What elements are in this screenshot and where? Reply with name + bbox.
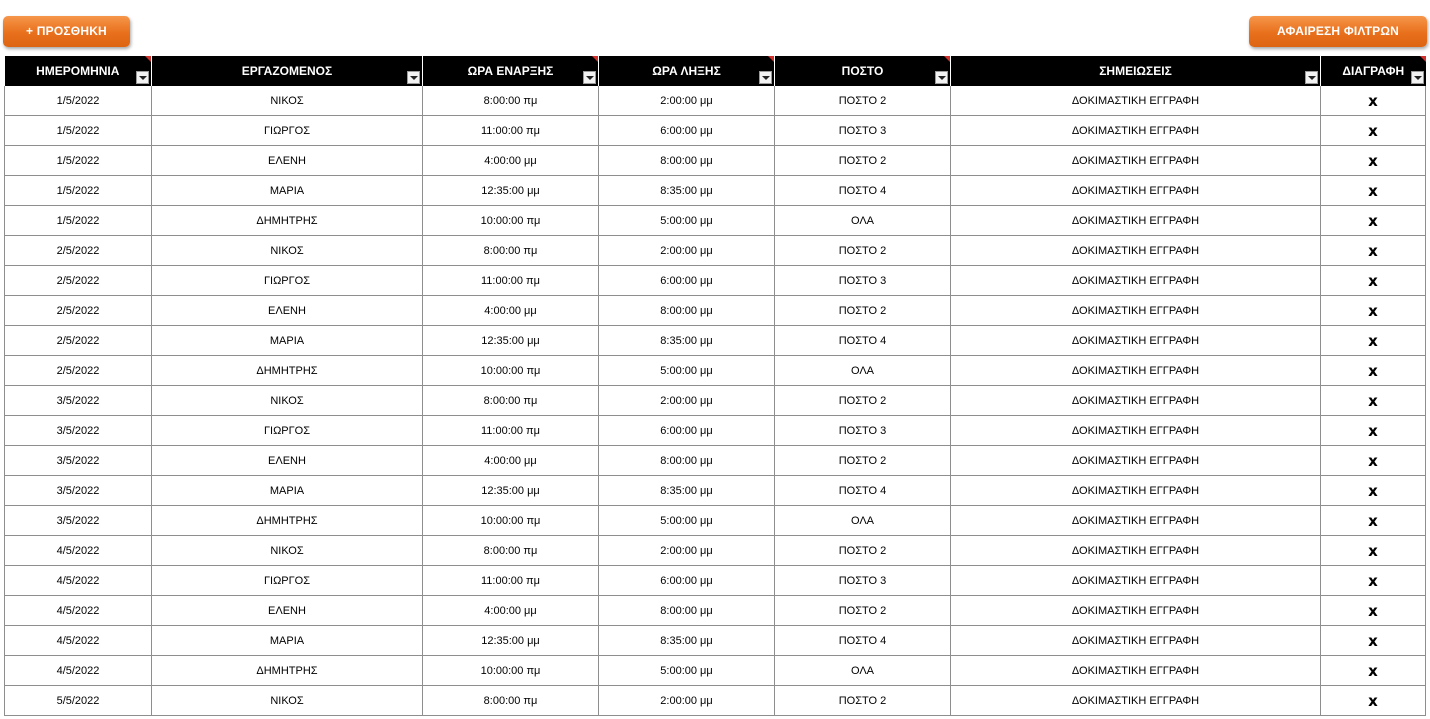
notes-cell[interactable]: ΔΟΚΙΜΑΣΤΙΚΗ ΕΓΓΡΑΦΗ (951, 386, 1321, 416)
end-time-cell[interactable]: 5:00:00 μμ (599, 656, 775, 686)
notes-cell[interactable]: ΔΟΚΙΜΑΣΤΙΚΗ ΕΓΓΡΑΦΗ (951, 506, 1321, 536)
notes-cell[interactable]: ΔΟΚΙΜΑΣΤΙΚΗ ΕΓΓΡΑΦΗ (951, 146, 1321, 176)
delete-cell[interactable]: x (1321, 686, 1426, 716)
filter-dropdown-icon[interactable] (935, 71, 948, 84)
end-time-cell[interactable]: 5:00:00 μμ (599, 206, 775, 236)
delete-cell[interactable]: x (1321, 506, 1426, 536)
date-cell[interactable]: 1/5/2022 (5, 176, 152, 206)
start-time-cell[interactable]: 11:00:00 πμ (423, 116, 599, 146)
end-time-cell[interactable]: 2:00:00 μμ (599, 386, 775, 416)
table-row (5, 386, 1426, 416)
filter-dropdown-icon[interactable] (759, 71, 772, 84)
delete-cell[interactable]: x (1321, 236, 1426, 266)
delete-cell[interactable]: x (1321, 356, 1426, 386)
delete-cell[interactable]: x (1321, 266, 1426, 296)
notes-cell[interactable]: ΔΟΚΙΜΑΣΤΙΚΗ ΕΓΓΡΑΦΗ (951, 656, 1321, 686)
date-cell[interactable]: 2/5/2022 (5, 326, 152, 356)
start-time-cell[interactable]: 10:00:00 πμ (423, 656, 599, 686)
filter-dropdown-icon[interactable] (136, 71, 149, 84)
date-cell[interactable]: 3/5/2022 (5, 506, 152, 536)
employee-cell[interactable]: ΝΙΚΟΣ (152, 236, 423, 266)
notes-cell[interactable]: ΔΟΚΙΜΑΣΤΙΚΗ ΕΓΓΡΑΦΗ (951, 626, 1321, 656)
table-row (5, 206, 1426, 236)
delete-cell[interactable]: x (1321, 476, 1426, 506)
header-notes (951, 56, 1321, 86)
delete-cell[interactable]: x (1321, 206, 1426, 236)
table-row (5, 446, 1426, 476)
table-row (5, 236, 1426, 266)
employee-cell[interactable]: ΜΑΡΙΑ (152, 176, 423, 206)
start-time-cell[interactable]: 12:35:00 μμ (423, 476, 599, 506)
date-cell[interactable]: 1/5/2022 (5, 206, 152, 236)
header-label: ΠΟΣΤΟ (841, 64, 884, 78)
end-time-cell[interactable]: 8:00:00 μμ (599, 146, 775, 176)
end-time-cell[interactable]: 6:00:00 μμ (599, 116, 775, 146)
employee-cell[interactable]: ΕΛΕΝΗ (152, 446, 423, 476)
notes-cell[interactable]: ΔΟΚΙΜΑΣΤΙΚΗ ΕΓΓΡΑΦΗ (951, 206, 1321, 236)
start-time-cell[interactable]: 11:00:00 πμ (423, 266, 599, 296)
table-row (5, 416, 1426, 446)
post-cell[interactable]: ΠΟΣΤΟ 2 (775, 86, 951, 116)
post-cell[interactable]: ΠΟΣΤΟ 4 (775, 326, 951, 356)
post-cell[interactable]: ΟΛΑ (775, 506, 951, 536)
start-time-cell[interactable]: 10:00:00 πμ (423, 506, 599, 536)
date-cell[interactable]: 4/5/2022 (5, 566, 152, 596)
date-cell[interactable]: 4/5/2022 (5, 656, 152, 686)
end-time-cell[interactable]: 6:00:00 μμ (599, 416, 775, 446)
notes-cell[interactable]: ΔΟΚΙΜΑΣΤΙΚΗ ΕΓΓΡΑΦΗ (951, 266, 1321, 296)
delete-cell[interactable]: x (1321, 176, 1426, 206)
employee-cell[interactable]: ΕΛΕΝΗ (152, 596, 423, 626)
header-label: ΣΗΜΕΙΩΣΕΙΣ (1099, 64, 1172, 78)
end-time-cell[interactable]: 5:00:00 μμ (599, 506, 775, 536)
employee-cell[interactable]: ΜΑΡΙΑ (152, 626, 423, 656)
shifts-table (4, 56, 1426, 716)
employee-cell[interactable]: ΔΗΜΗΤΡΗΣ (152, 656, 423, 686)
table-row (5, 656, 1426, 686)
date-cell[interactable]: 4/5/2022 (5, 536, 152, 566)
start-time-cell[interactable]: 4:00:00 μμ (423, 296, 599, 326)
notes-cell[interactable]: ΔΟΚΙΜΑΣΤΙΚΗ ΕΓΓΡΑΦΗ (951, 686, 1321, 716)
post-cell[interactable]: ΠΟΣΤΟ 2 (775, 686, 951, 716)
employee-cell[interactable]: ΕΛΕΝΗ (152, 296, 423, 326)
notes-cell[interactable]: ΔΟΚΙΜΑΣΤΙΚΗ ΕΓΓΡΑΦΗ (951, 596, 1321, 626)
start-time-cell[interactable]: 8:00:00 πμ (423, 386, 599, 416)
date-cell[interactable]: 2/5/2022 (5, 356, 152, 386)
delete-cell[interactable]: x (1321, 626, 1426, 656)
table-row (5, 356, 1426, 386)
table-row (5, 476, 1426, 506)
post-cell[interactable]: ΠΟΣΤΟ 2 (775, 446, 951, 476)
delete-cell[interactable]: x (1321, 86, 1426, 116)
comment-marker-icon (1420, 56, 1426, 62)
post-cell[interactable]: ΠΟΣΤΟ 2 (775, 386, 951, 416)
table-row (5, 146, 1426, 176)
clear-filters-button[interactable]: ΑΦΑΙΡΕΣΗ ΦΙΛΤΡΩΝ (1249, 16, 1427, 47)
comment-marker-icon (944, 56, 950, 62)
start-time-cell[interactable]: 10:00:00 πμ (423, 356, 599, 386)
date-cell[interactable]: 2/5/2022 (5, 296, 152, 326)
end-time-cell[interactable]: 6:00:00 μμ (599, 566, 775, 596)
table-row (5, 596, 1426, 626)
filter-dropdown-icon[interactable] (1305, 71, 1318, 84)
header-label: ΗΜΕΡΟΜΗΝΙΑ (36, 64, 120, 78)
employee-cell[interactable]: ΓΙΩΡΓΟΣ (152, 416, 423, 446)
start-time-cell[interactable]: 11:00:00 πμ (423, 566, 599, 596)
notes-cell[interactable]: ΔΟΚΙΜΑΣΤΙΚΗ ΕΓΓΡΑΦΗ (951, 326, 1321, 356)
header-employee (152, 56, 423, 86)
end-time-cell[interactable]: 8:00:00 μμ (599, 596, 775, 626)
notes-cell[interactable]: ΔΟΚΙΜΑΣΤΙΚΗ ΕΓΓΡΑΦΗ (951, 86, 1321, 116)
start-time-cell[interactable]: 8:00:00 πμ (423, 536, 599, 566)
end-time-cell[interactable]: 2:00:00 μμ (599, 536, 775, 566)
notes-cell[interactable]: ΔΟΚΙΜΑΣΤΙΚΗ ΕΓΓΡΑΦΗ (951, 416, 1321, 446)
table-row (5, 626, 1426, 656)
end-time-cell[interactable]: 8:00:00 μμ (599, 446, 775, 476)
start-time-cell[interactable]: 8:00:00 πμ (423, 236, 599, 266)
table-row (5, 566, 1426, 596)
date-cell[interactable]: 1/5/2022 (5, 86, 152, 116)
table-row (5, 506, 1426, 536)
post-cell[interactable]: ΠΟΣΤΟ 3 (775, 116, 951, 146)
end-time-cell[interactable]: 5:00:00 μμ (599, 356, 775, 386)
comment-marker-icon (145, 56, 151, 62)
delete-cell[interactable]: x (1321, 596, 1426, 626)
post-cell[interactable]: ΟΛΑ (775, 356, 951, 386)
header-post (775, 56, 951, 86)
table-row (5, 176, 1426, 206)
start-time-cell[interactable]: 11:00:00 πμ (423, 416, 599, 446)
end-time-cell[interactable]: 2:00:00 μμ (599, 686, 775, 716)
notes-cell[interactable]: ΔΟΚΙΜΑΣΤΙΚΗ ΕΓΓΡΑΦΗ (951, 356, 1321, 386)
post-cell[interactable]: ΠΟΣΤΟ 4 (775, 476, 951, 506)
header-label: ΕΡΓΑΖΟΜΕΝΟΣ (241, 64, 333, 78)
notes-cell[interactable]: ΔΟΚΙΜΑΣΤΙΚΗ ΕΓΓΡΑΦΗ (951, 476, 1321, 506)
table-row (5, 266, 1426, 296)
add-button[interactable]: + ΠΡΟΣΘΗΚΗ (3, 16, 130, 47)
delete-cell[interactable]: x (1321, 536, 1426, 566)
notes-cell[interactable]: ΔΟΚΙΜΑΣΤΙΚΗ ΕΓΓΡΑΦΗ (951, 236, 1321, 266)
delete-cell[interactable]: x (1321, 326, 1426, 356)
filter-dropdown-icon[interactable] (407, 71, 420, 84)
post-cell[interactable]: ΠΟΣΤΟ 2 (775, 146, 951, 176)
post-cell[interactable]: ΠΟΣΤΟ 3 (775, 266, 951, 296)
employee-cell[interactable]: ΝΙΚΟΣ (152, 86, 423, 116)
end-time-cell[interactable]: 8:00:00 μμ (599, 296, 775, 326)
post-cell[interactable]: ΟΛΑ (775, 656, 951, 686)
date-cell[interactable]: 5/5/2022 (5, 686, 152, 716)
employee-cell[interactable]: ΓΙΩΡΓΟΣ (152, 566, 423, 596)
filter-dropdown-icon[interactable] (583, 71, 596, 84)
employee-cell[interactable]: ΓΙΩΡΓΟΣ (152, 116, 423, 146)
post-cell[interactable]: ΠΟΣΤΟ 2 (775, 296, 951, 326)
date-cell[interactable]: 2/5/2022 (5, 236, 152, 266)
delete-cell[interactable]: x (1321, 566, 1426, 596)
header-end-time (599, 56, 775, 86)
header-label: ΩΡΑ ΛΗΞΗΣ (652, 64, 721, 78)
delete-cell[interactable]: x (1321, 296, 1426, 326)
end-time-cell[interactable]: 2:00:00 μμ (599, 236, 775, 266)
post-cell[interactable]: ΠΟΣΤΟ 3 (775, 566, 951, 596)
notes-cell[interactable]: ΔΟΚΙΜΑΣΤΙΚΗ ΕΓΓΡΑΦΗ (951, 446, 1321, 476)
date-cell[interactable]: 1/5/2022 (5, 116, 152, 146)
delete-cell[interactable]: x (1321, 146, 1426, 176)
employee-cell[interactable]: ΔΗΜΗΤΡΗΣ (152, 356, 423, 386)
table-row (5, 116, 1426, 146)
table-row (5, 536, 1426, 566)
table-row (5, 86, 1426, 116)
table-row (5, 326, 1426, 356)
date-cell[interactable]: 1/5/2022 (5, 146, 152, 176)
post-cell[interactable]: ΠΟΣΤΟ 2 (775, 236, 951, 266)
end-time-cell[interactable]: 6:00:00 μμ (599, 266, 775, 296)
end-time-cell[interactable]: 8:35:00 μμ (599, 176, 775, 206)
date-cell[interactable]: 4/5/2022 (5, 626, 152, 656)
header-label: ΔΙΑΓΡΑΦΗ (1342, 64, 1405, 78)
employee-cell[interactable]: ΝΙΚΟΣ (152, 386, 423, 416)
employee-cell[interactable]: ΝΙΚΟΣ (152, 686, 423, 716)
date-cell[interactable]: 3/5/2022 (5, 476, 152, 506)
employee-cell[interactable]: ΜΑΡΙΑ (152, 326, 423, 356)
start-time-cell[interactable]: 8:00:00 πμ (423, 86, 599, 116)
post-cell[interactable]: ΠΟΣΤΟ 4 (775, 176, 951, 206)
start-time-cell[interactable]: 12:35:00 μμ (423, 626, 599, 656)
notes-cell[interactable]: ΔΟΚΙΜΑΣΤΙΚΗ ΕΓΓΡΑΦΗ (951, 296, 1321, 326)
table-row (5, 686, 1426, 716)
notes-cell[interactable]: ΔΟΚΙΜΑΣΤΙΚΗ ΕΓΓΡΑΦΗ (951, 536, 1321, 566)
post-cell[interactable]: ΠΟΣΤΟ 2 (775, 596, 951, 626)
header-delete (1321, 56, 1426, 86)
delete-cell[interactable]: x (1321, 446, 1426, 476)
post-cell[interactable]: ΠΟΣΤΟ 3 (775, 416, 951, 446)
delete-cell[interactable]: x (1321, 116, 1426, 146)
post-cell[interactable]: ΠΟΣΤΟ 4 (775, 626, 951, 656)
start-time-cell[interactable]: 12:35:00 μμ (423, 326, 599, 356)
comment-marker-icon (592, 56, 598, 62)
date-cell[interactable]: 3/5/2022 (5, 446, 152, 476)
end-time-cell[interactable]: 2:00:00 μμ (599, 86, 775, 116)
employee-cell[interactable]: ΓΙΩΡΓΟΣ (152, 266, 423, 296)
header-label: ΩΡΑ ΕΝΑΡΞΗΣ (467, 64, 554, 78)
date-cell[interactable]: 3/5/2022 (5, 416, 152, 446)
delete-cell[interactable]: x (1321, 656, 1426, 686)
notes-cell[interactable]: ΔΟΚΙΜΑΣΤΙΚΗ ΕΓΓΡΑΦΗ (951, 176, 1321, 206)
post-cell[interactable]: ΠΟΣΤΟ 2 (775, 536, 951, 566)
employee-cell[interactable]: ΔΗΜΗΤΡΗΣ (152, 206, 423, 236)
table-row (5, 296, 1426, 326)
delete-cell[interactable]: x (1321, 386, 1426, 416)
employee-cell[interactable]: ΜΑΡΙΑ (152, 476, 423, 506)
header-start-time (423, 56, 599, 86)
start-time-cell[interactable]: 12:35:00 μμ (423, 176, 599, 206)
end-time-cell[interactable]: 8:35:00 μμ (599, 326, 775, 356)
start-time-cell[interactable]: 4:00:00 μμ (423, 146, 599, 176)
post-cell[interactable]: ΟΛΑ (775, 206, 951, 236)
start-time-cell[interactable]: 8:00:00 πμ (423, 686, 599, 716)
delete-cell[interactable]: x (1321, 416, 1426, 446)
notes-cell[interactable]: ΔΟΚΙΜΑΣΤΙΚΗ ΕΓΓΡΑΦΗ (951, 116, 1321, 146)
date-cell[interactable]: 2/5/2022 (5, 266, 152, 296)
header-date (5, 56, 152, 86)
end-time-cell[interactable]: 8:35:00 μμ (599, 626, 775, 656)
filter-dropdown-icon[interactable] (1411, 71, 1424, 84)
date-cell[interactable]: 3/5/2022 (5, 386, 152, 416)
employee-cell[interactable]: ΕΛΕΝΗ (152, 146, 423, 176)
date-cell[interactable]: 4/5/2022 (5, 596, 152, 626)
end-time-cell[interactable]: 8:35:00 μμ (599, 476, 775, 506)
header-row (5, 56, 1426, 86)
employee-cell[interactable]: ΝΙΚΟΣ (152, 536, 423, 566)
notes-cell[interactable]: ΔΟΚΙΜΑΣΤΙΚΗ ΕΓΓΡΑΦΗ (951, 566, 1321, 596)
start-time-cell[interactable]: 4:00:00 μμ (423, 596, 599, 626)
start-time-cell[interactable]: 10:00:00 πμ (423, 206, 599, 236)
start-time-cell[interactable]: 4:00:00 μμ (423, 446, 599, 476)
comment-marker-icon (768, 56, 774, 62)
employee-cell[interactable]: ΔΗΜΗΤΡΗΣ (152, 506, 423, 536)
